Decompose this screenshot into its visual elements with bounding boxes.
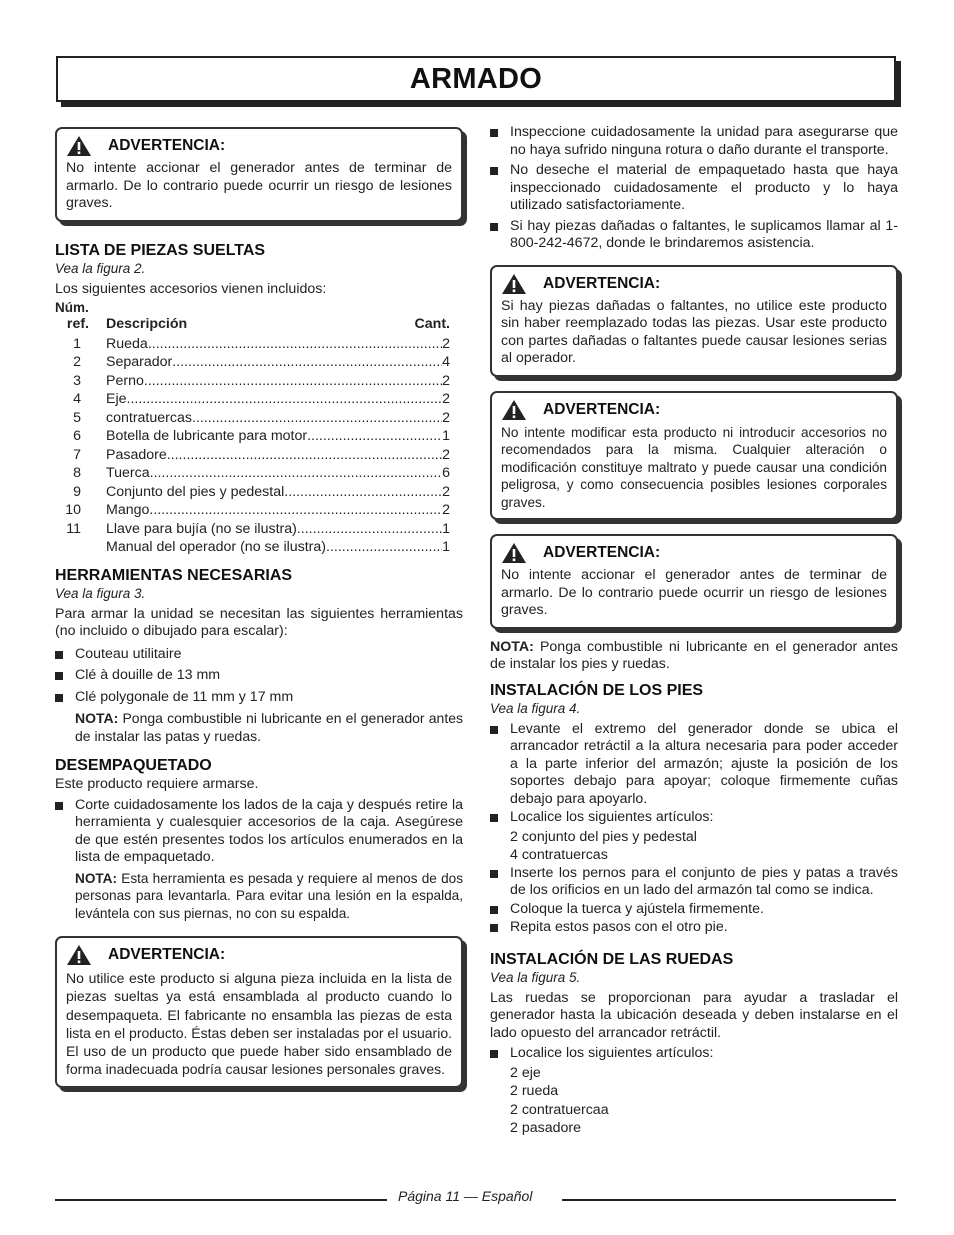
page-title-box bbox=[56, 56, 896, 102]
feet-steps-2 bbox=[490, 865, 898, 937]
warning-text: No intente accionar el generador antes de terminar de armarlo. De lo contrario puede ocurrir un riesgo de lesiones graves. bbox=[66, 160, 452, 211]
parts-row bbox=[55, 538, 463, 557]
part-ref: 10 bbox=[65, 502, 81, 518]
part-ref: 4 bbox=[73, 391, 81, 407]
leader-dots bbox=[284, 483, 442, 502]
parts-row bbox=[55, 427, 463, 446]
list-item: 2 pasadore bbox=[510, 1120, 581, 1136]
warning-box bbox=[490, 265, 898, 377]
warning-text: No intente accionar el generador antes de terminar de armarlo. De lo contrario puede ocurrir un riesgo de lesiones graves. bbox=[501, 567, 887, 618]
part-ref: 8 bbox=[73, 465, 81, 481]
part-description: Manual del operador (no se ilustra) bbox=[106, 539, 327, 555]
part-ref: 6 bbox=[73, 428, 81, 444]
list-item: Localice los siguientes artículos: bbox=[490, 809, 898, 827]
tools-heading: HERRAMIENTAS NECESARIAS bbox=[55, 566, 293, 584]
feet-items bbox=[510, 828, 898, 865]
part-ref: 7 bbox=[73, 446, 81, 463]
part-description: contratuercas bbox=[106, 409, 192, 426]
parts-row bbox=[55, 409, 463, 428]
part-quantity: 2 bbox=[442, 372, 450, 389]
part-description: Rueda bbox=[106, 335, 148, 352]
feet-figure-ref: Vea la figura 4. bbox=[490, 700, 581, 716]
parts-row bbox=[55, 372, 463, 391]
part-ref: 3 bbox=[73, 372, 81, 389]
warning-triangle-icon bbox=[66, 135, 92, 157]
wheels-items bbox=[510, 1064, 898, 1138]
footer-rule-right bbox=[562, 1199, 896, 1201]
part-ref: 1 bbox=[73, 335, 81, 352]
leader-dots bbox=[172, 353, 442, 372]
leader-dots bbox=[297, 520, 442, 539]
parts-row bbox=[55, 335, 463, 354]
feet-steps bbox=[490, 721, 898, 827]
warning-box bbox=[490, 534, 898, 629]
parts-row bbox=[55, 390, 463, 409]
note-label: NOTA: bbox=[75, 870, 118, 886]
warning-text: Si hay piezas dañadas o faltantes, no utilice este producto sin haber reemplazado todas las piezas. Usar este producto con partes dañadas o faltantes puede causar lesiones serias al operador. bbox=[501, 297, 887, 366]
note-text: Ponga combustible ni lubricante en el generador antes de instalar los pies y ruedas. bbox=[490, 638, 898, 672]
list-item: 4 contratuercas bbox=[510, 847, 608, 863]
tools-figure-ref: Vea la figura 3. bbox=[55, 585, 146, 601]
list-item: 2 contratuercaa bbox=[510, 1101, 609, 1118]
unpack-intro: Este producto requiere armarse. bbox=[55, 776, 259, 792]
part-description: Llave para bujía (no se ilustra) bbox=[106, 520, 297, 537]
warning-text: No intente modificar esta producto ni introducir accesorios no recomendados para la misma. Cualquier alteración o modificación constituye maltrato y puede causar una condición peligrosa, y como consecuencia posibles lesiones corporales graves. bbox=[501, 424, 887, 510]
warning-triangle-icon bbox=[501, 542, 527, 564]
parts-figure-ref: Vea la figura 2. bbox=[55, 260, 146, 276]
unpack-note bbox=[75, 870, 463, 923]
unpack-heading: DESEMPAQUETADO bbox=[55, 757, 212, 774]
warning-box bbox=[490, 391, 898, 521]
list-item: Couteau utilitaire bbox=[55, 646, 463, 664]
part-quantity: 2 bbox=[442, 391, 450, 407]
part-quantity: 2 bbox=[442, 483, 450, 500]
left-column bbox=[55, 122, 463, 1104]
leader-dots bbox=[192, 409, 442, 428]
list-item: 2 conjunto del pies y pedestal bbox=[510, 828, 697, 845]
leader-dots bbox=[167, 446, 442, 465]
parts-row bbox=[55, 501, 463, 520]
warning-box bbox=[55, 936, 463, 1088]
part-quantity: 2 bbox=[442, 409, 450, 426]
parts-row bbox=[55, 483, 463, 502]
parts-col-desc: Descripción bbox=[106, 316, 188, 332]
right-column bbox=[490, 124, 898, 1138]
part-description: Botella de lubricante para motor bbox=[106, 428, 308, 444]
parts-row bbox=[55, 464, 463, 483]
warning-triangle-icon bbox=[501, 273, 527, 295]
leader-dots bbox=[326, 538, 442, 557]
parts-row bbox=[55, 446, 463, 465]
note-label: NOTA: bbox=[75, 710, 119, 726]
part-description: Separador bbox=[106, 354, 173, 370]
parts-heading: LISTA DE PIEZAS SUELTAS bbox=[55, 241, 266, 259]
warning-box bbox=[55, 127, 463, 222]
warning-text: No utilice este producto si alguna pieza incluida en la lista de piezas sueltas ya está ensamblada al producto cuando lo desempaqueta. El fabricante no ensambla las piezas de esta lista en el producto. Éstas deben ser instaladas por el usuario. El uso de un producto que puede haber sido ensamblado de forma inadecuada podría causar lesiones personales graves. bbox=[66, 970, 453, 1078]
part-quantity: 1 bbox=[442, 428, 450, 444]
warning-title: ADVERTENCIA: bbox=[108, 946, 226, 963]
parts-row bbox=[55, 353, 463, 372]
list-item: No deseche el material de empaquetado hasta que haya inspeccionado cuidadosamente el producto y lo haya utilizado satisfactoriamente. bbox=[490, 162, 898, 215]
parts-row bbox=[55, 520, 463, 539]
part-quantity: 4 bbox=[442, 354, 450, 370]
part-description: Conjunto del pies y pedestal bbox=[106, 483, 285, 500]
parts-col-qty: Cant. bbox=[414, 316, 450, 332]
leader-dots bbox=[149, 501, 442, 520]
part-description: Tuerca bbox=[106, 465, 150, 481]
parts-col-num: Núm. bbox=[55, 300, 89, 315]
warning-title: ADVERTENCIA: bbox=[108, 137, 226, 154]
list-item: Inserte los pernos para el conjunto de pies y patas a través de los orificios en un lado del armazón tal como se indica. bbox=[490, 865, 898, 900]
leader-dots bbox=[150, 464, 442, 483]
inspection-list bbox=[490, 124, 898, 253]
part-ref: 5 bbox=[73, 409, 81, 426]
warning-triangle-icon bbox=[66, 944, 92, 966]
leader-dots bbox=[307, 427, 442, 446]
fuel-note bbox=[490, 639, 898, 674]
list-item: Clé polygonale de 11 mm y 17 mm bbox=[55, 689, 463, 707]
list-item: 2 rueda bbox=[510, 1083, 559, 1099]
part-description: Eje bbox=[106, 391, 127, 407]
part-description: Mango bbox=[106, 502, 150, 518]
list-item: Si hay piezas dañadas o faltantes, le suplicamos llamar al 1-800-242-4672, donde le brindaremos asistencia. bbox=[490, 218, 898, 253]
part-quantity: 1 bbox=[442, 539, 450, 555]
list-item: 2 eje bbox=[510, 1064, 541, 1081]
footer-rule-left bbox=[55, 1199, 387, 1201]
list-item: Repita estos pasos con el otro pie. bbox=[490, 919, 898, 937]
part-description: Perno bbox=[106, 372, 144, 389]
part-quantity: 2 bbox=[442, 446, 450, 463]
part-ref: 11 bbox=[66, 520, 81, 537]
part-quantity: 6 bbox=[442, 465, 450, 481]
part-quantity: 2 bbox=[442, 502, 450, 518]
part-ref bbox=[55, 538, 81, 557]
parts-col-ref: ref. bbox=[66, 316, 89, 332]
warning-title: ADVERTENCIA: bbox=[543, 400, 661, 418]
leader-dots bbox=[144, 372, 442, 391]
part-quantity: 2 bbox=[442, 335, 450, 352]
parts-intro: Los siguientes accesorios vienen incluidos: bbox=[55, 280, 327, 297]
list-item: Clé à douille de 13 mm bbox=[55, 667, 463, 685]
list-item: Corte cuidadosamente los lados de la caja y después retire la herramienta y cualesquier accesorios de la caja. Asegúrese de que estén presentes todos los artículos enumerados en la lista de empaquetado. bbox=[55, 797, 463, 867]
tools-list bbox=[55, 646, 463, 707]
feet-heading: INSTALACIÓN DE LOS PIES bbox=[490, 681, 704, 699]
warning-triangle-icon bbox=[501, 399, 527, 421]
list-item: Coloque la tuerca y ajústela firmemente. bbox=[490, 901, 898, 919]
parts-list bbox=[55, 335, 463, 557]
warning-title: ADVERTENCIA: bbox=[543, 274, 661, 292]
unpack-list bbox=[55, 797, 463, 867]
list-item: Inspeccione cuidadosamente la unidad para asegurarse que no haya sufrido ninguna rotura o daño durante el transporte. bbox=[490, 124, 898, 159]
note-text: Esta herramienta es pesada y requiere al menos de dos personas para levantarla. Para evitar una lesión en la espalda, levántela con sus piernas, no con su espalda. bbox=[75, 870, 463, 921]
list-item: Localice los siguientes artículos: bbox=[490, 1045, 898, 1063]
part-quantity: 1 bbox=[442, 520, 450, 537]
wheels-intro: Las ruedas se proporcionan para ayudar a trasladar el generador hasta la ubicación deseada y deben instalarse en el lado opuesto del arrancador retráctil. bbox=[490, 989, 898, 1041]
leader-dots bbox=[148, 335, 442, 354]
leader-dots bbox=[127, 390, 443, 409]
note-label: NOTA: bbox=[490, 638, 534, 655]
part-description: Pasadore bbox=[106, 446, 167, 463]
note-text: Ponga combustible ni lubricante en el generador antes de instalar las patas y ruedas. bbox=[75, 710, 463, 744]
tools-intro: Para armar la unidad se necesitan las siguientes herramientas (no incluido o dibujado para escalar): bbox=[55, 605, 463, 639]
part-ref: 9 bbox=[73, 483, 81, 500]
part-ref: 2 bbox=[73, 354, 81, 370]
wheels-heading: INSTALACIÓN DE LAS RUEDAS bbox=[490, 950, 734, 968]
tools-note bbox=[75, 710, 463, 745]
page-number: Página 11 — Español bbox=[398, 1188, 533, 1204]
wheels-steps bbox=[490, 1045, 898, 1063]
warning-title: ADVERTENCIA: bbox=[543, 544, 661, 561]
page-title: ARMADO bbox=[409, 62, 543, 95]
parts-header-row bbox=[55, 315, 463, 334]
wheels-figure-ref: Vea la figura 5. bbox=[490, 969, 581, 985]
list-item: Levante el extremo del generador donde se ubica el arrancador retráctil a la altura necesaria para poder acceder a la parte inferior del armazón; ajuste la posición de los soportes debajo para apoyar; coloque firmemente cuñas debajo para apoyarlo. bbox=[490, 721, 898, 809]
